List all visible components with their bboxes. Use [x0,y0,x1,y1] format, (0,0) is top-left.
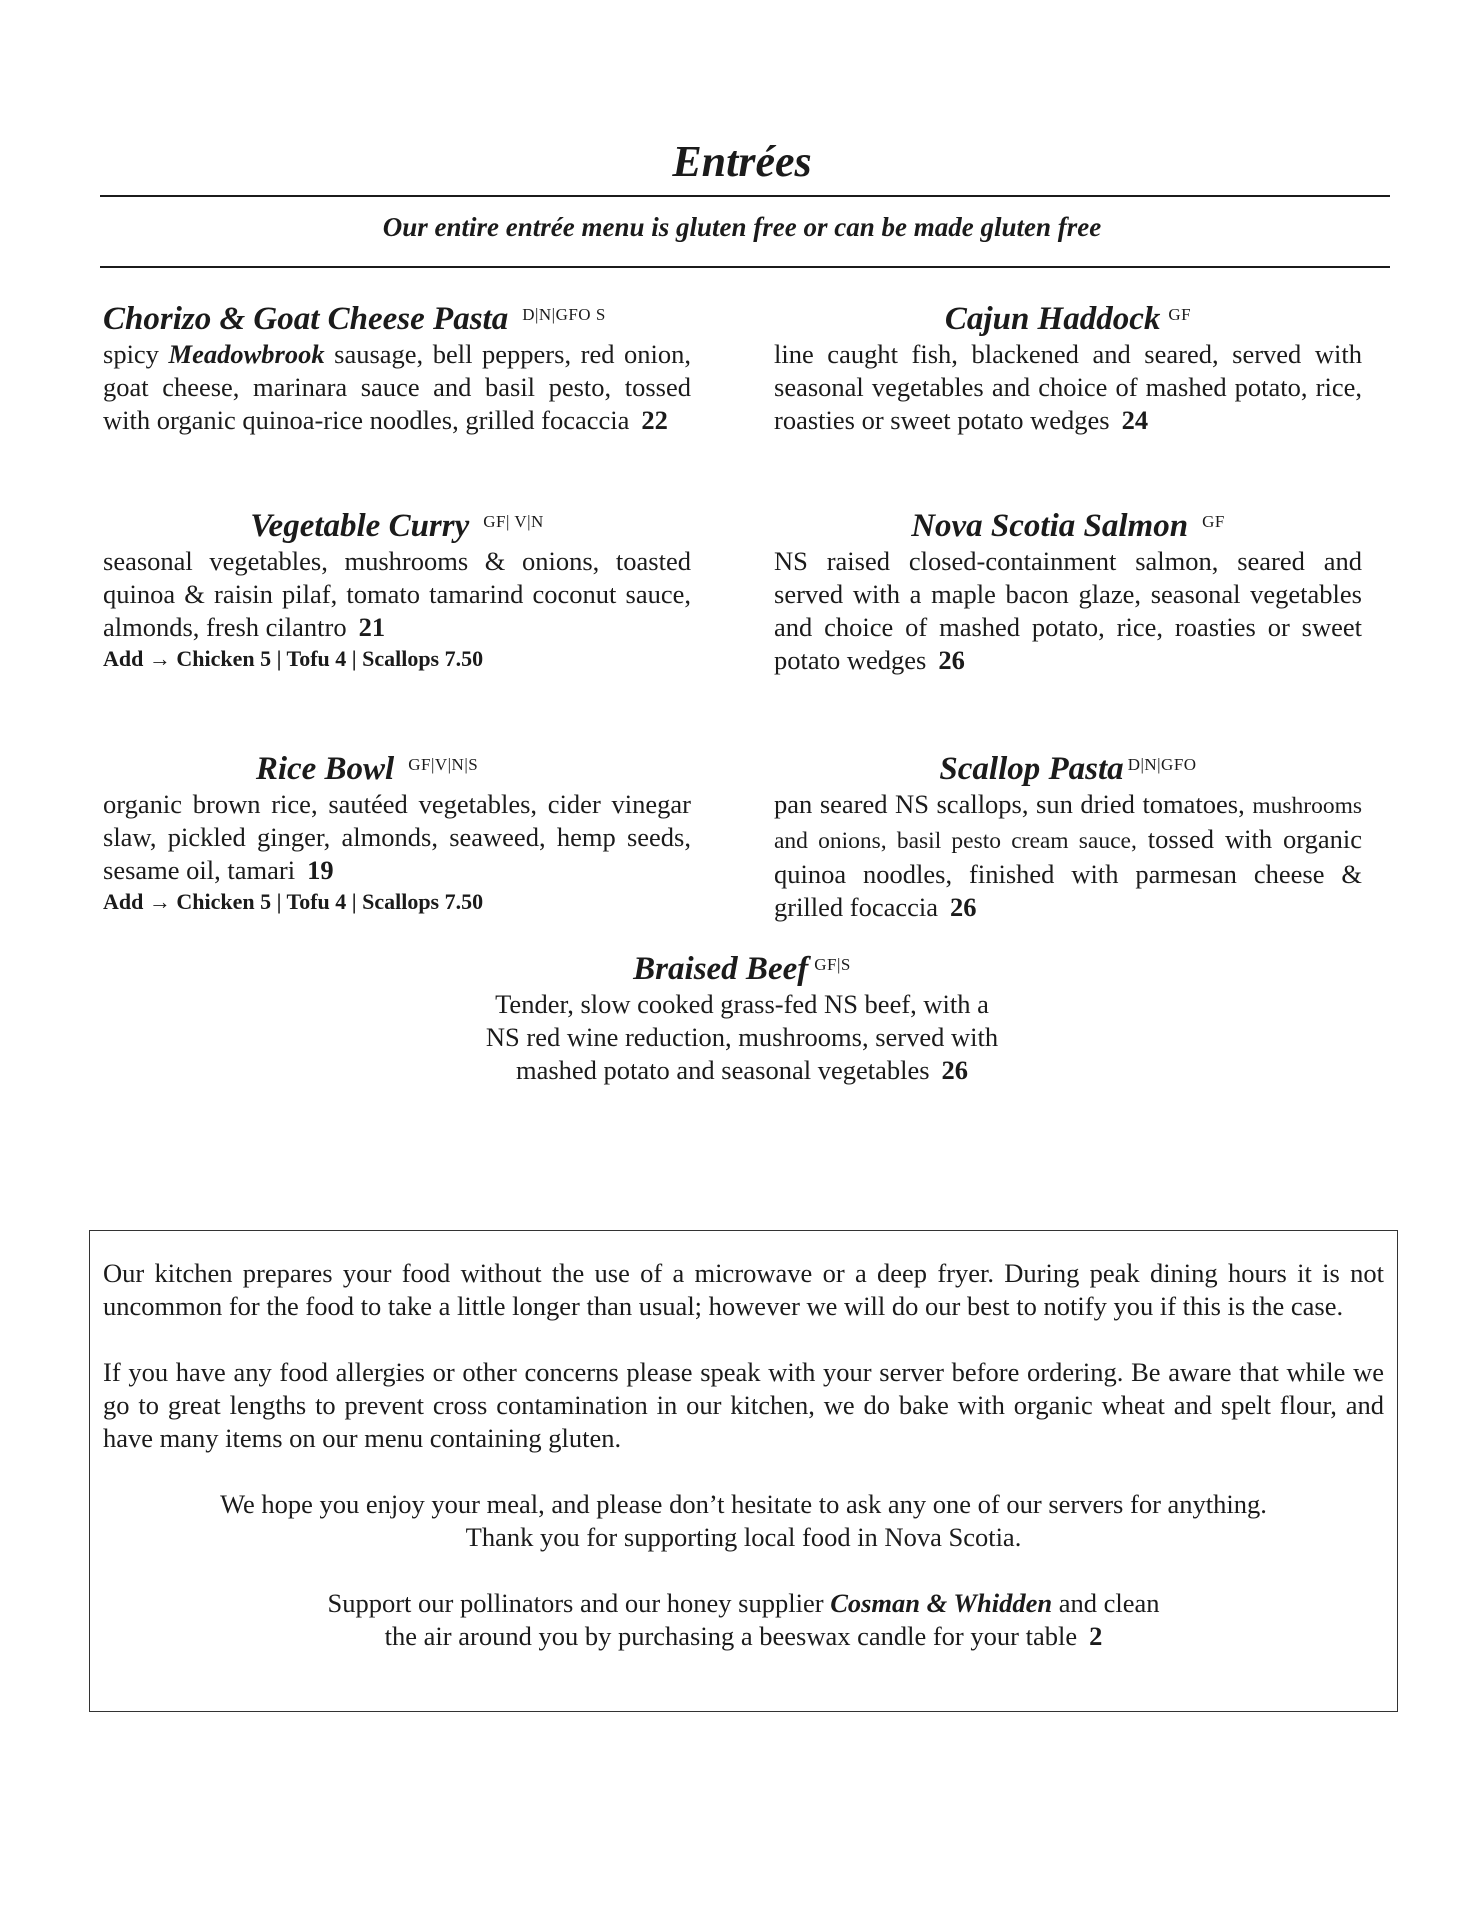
item-name: Nova Scotia Salmon $^{GF}$ [911,508,1225,544]
menu-item-rice-bowl [103,750,691,917]
item-name: Rice Bowl $^{GF|V|N|S}$ [255,751,479,787]
item-name: Braised Beef $^{GF|S}$ [633,951,851,987]
menu-item-braised-beef [0,950,1484,1087]
item-price: 26 [941,1055,969,1085]
item-description: line caught fish, blackened and seared, served with seasonal vegetables and choice of mashed potato, rice, roasties or sweet potato wedges 24 [774,339,1362,435]
item-description: Tender, slow cooked grass-fed NS beef, with a NS red wine reduction, mushrooms, served with mashed potato and seasonal vegetables 26 [485,989,999,1085]
dietary-tags: D|N|GFO S [522,305,606,324]
notice-allergies: If you have any food allergies or other concerns please speak with your server before ordering. Be aware that while we go to great lengths to prevent cross contamination in our kitchen, we do bake with organic wheat and spelt flour, and have many items on our menu containing gluten. [103,1357,1384,1453]
item-description: organic brown rice, sautéed vegetables, cider vinegar slaw, pickled ginger, almonds, seaweed, hemp seeds, sesame oil, tamari 19 [103,789,691,885]
item-name: Cajun Haddock $^{GF}$ [944,301,1192,337]
dietary-tags: GF| V|N [483,512,544,531]
dietary-tags: GF|S [814,955,851,974]
menu-item-chorizo-pasta [103,300,691,437]
add-protein-options: Add → Chicken 5 | Tofu 4 | Scallops 7.50 [103,889,484,914]
menu-item-scallop-pasta [774,750,1362,924]
candle-price: 2 [1089,1621,1103,1651]
item-name: Scallop Pasta $^{D|N|GFO}$ [939,751,1197,787]
menu-item-cajun-haddock [774,300,1362,437]
page-title: Entrées [672,137,812,186]
item-price: 26 [938,645,965,675]
menu-item-nova-scotia-salmon [774,507,1362,677]
divider-top [100,195,1390,197]
item-price: 22 [641,405,668,435]
item-price: 21 [358,612,386,642]
item-description: seasonal vegetables, mushrooms & onions, toasted quinoa & raisin pilaf, tomato tamarind coconut sauce, almonds, fresh cilantro 21 [103,546,691,642]
dietary-tags: GF [1202,512,1225,531]
item-description: spicy Meadowbrook sausage, bell peppers, red onion, goat cheese, marinara sauce and basil pesto, tossed with organic quinoa-rice noodles, grilled focaccia 22 [103,339,692,435]
item-price: 19 [307,855,334,885]
notice-thanks: We hope you enjoy your meal, and please don’t hesitate to ask any one of our servers for anything. Thank you for supporting local food in Nova Scotia. [220,1489,1267,1552]
divider-bottom [100,266,1390,268]
dietary-tags: D|N|GFO [1127,755,1197,774]
add-protein-options: Add → Chicken 5 | Tofu 4 | Scallops 7.50 [103,646,484,671]
item-description: NS raised closed-containment salmon, seared and served with a maple bacon glaze, seasonal vegetables and choice of mashed potato, rice, roasties or sweet potato wedges 26 [774,546,1362,675]
item-name: Vegetable Curry $^{GF| V|N}$ [250,508,544,544]
kitchen-notice-box [89,1230,1398,1712]
menu-item-vegetable-curry [103,507,691,674]
item-name: Chorizo & Goat Cheese Pasta $^{D|N|GFO S}$ [103,301,606,337]
notice-beeswax-candle: Support our pollinators and our honey supplier Cosman & Whidden and clean the air around you by purchasing a beeswax candle for your table 2 [327,1588,1160,1651]
dietary-tags: GF [1168,305,1192,324]
gluten-free-subtitle: Our entire entrée menu is gluten free or can be made gluten free [382,212,1102,242]
notice-kitchen: Our kitchen prepares your food without the use of a microwave or a deep fryer. During peak dining hours it is not uncommon for the food to take a little longer than usual; however we will do our best to notify you if this is the case. [103,1258,1384,1321]
item-description: pan seared NS scallops, sun dried tomatoes, mushrooms and onions, basil pesto cream sauce, tossed with organic quinoa noodles, finished with parmesan cheese & grilled focaccia 26 [774,789,1362,922]
item-price: 24 [1121,405,1149,435]
item-price: 26 [950,892,977,922]
dietary-tags: GF|V|N|S [408,755,479,774]
